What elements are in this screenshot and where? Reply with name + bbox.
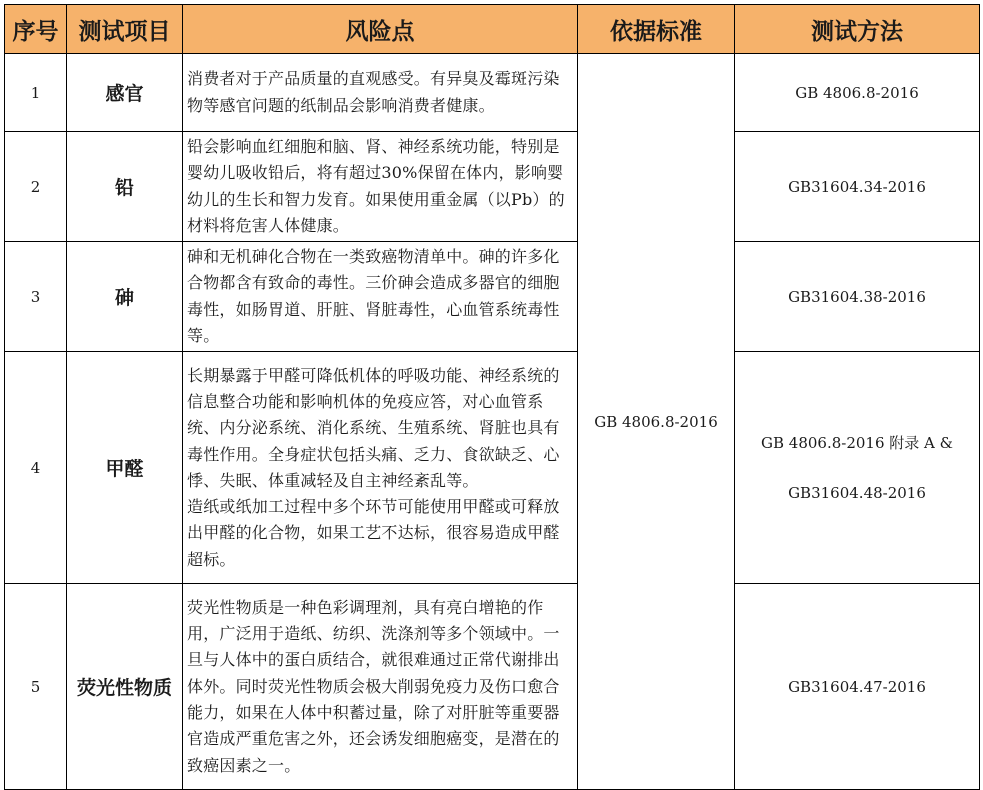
risk-paragraph: 铅会影响血红细胞和脑、肾、神经系统功能，特别是婴幼儿吸收铅后，将有超过30%保留在体内，影响婴幼儿的生长和智力发育。如果使用重金属（以Pb）的材料将危害人体健康。 (187, 137, 565, 235)
row-method (735, 352, 980, 584)
row-no: 2 (5, 132, 67, 242)
risk-paragraph: 造纸或纸加工过程中多个环节可能使用甲醛或可释放出甲醛的化合物，如果工艺不达标，很容易造成甲醛超标。 (187, 497, 560, 569)
row-no: 4 (5, 352, 67, 584)
header-no: 序号 (5, 5, 67, 54)
row-item: 甲醛 (67, 352, 183, 584)
row-item: 砷 (67, 242, 183, 352)
table-row (5, 352, 980, 584)
method-line: GB31604.47-2016 (788, 677, 926, 696)
header-basis: 依据标准 (578, 5, 735, 54)
risk-test-table (4, 4, 980, 790)
method-line: GB31604.34-2016 (788, 177, 926, 196)
risk-paragraph: 长期暴露于甲醛可降低机体的呼吸功能、神经系统的信息整合功能和影响机体的免疫应答，对心血管系统、内分泌系统、消化系统、生殖系统、肾脏也具有毒性作用。全身症状包括头痛、乏力、食欲缺乏、心悸、失眠、体重减轻及自主神经紊乱等。 (187, 365, 560, 490)
row-risk (183, 242, 578, 352)
row-item: 荧光性物质 (67, 584, 183, 790)
table-row (5, 54, 980, 132)
header-risk: 风险点 (183, 5, 578, 54)
table-row (5, 242, 980, 352)
row-risk (183, 352, 578, 584)
row-method (735, 54, 980, 132)
row-method (735, 132, 980, 242)
table-row (5, 584, 980, 790)
table-row (5, 132, 980, 242)
row-method (735, 242, 980, 352)
row-risk (183, 54, 578, 132)
row-risk (183, 132, 578, 242)
row-item: 铅 (67, 132, 183, 242)
header-row (5, 5, 980, 54)
method-line: GB 4806.8-2016 (795, 83, 919, 102)
row-item: 感官 (67, 54, 183, 132)
method-line: GB31604.48-2016 (788, 483, 926, 502)
row-risk (183, 584, 578, 790)
row-method (735, 584, 980, 790)
method-line: GB 4806.8-2016 附录 A & (761, 433, 953, 452)
row-no: 1 (5, 54, 67, 132)
risk-paragraph: 砷和无机砷化合物在一类致癌物清单中。砷的许多化合物都含有致命的毒性。三价砷会造成多器官的细胞毒性，如肠胃道、肝脏、肾脏毒性，心血管系统毒性等。 (187, 247, 560, 346)
row-no: 5 (5, 584, 67, 790)
method-line: GB31604.38-2016 (788, 287, 926, 306)
risk-paragraph: 荧光性物质是一种色彩调理剂，具有亮白增艳的作用，广泛用于造纸、纺织、洗涤剂等多个领域中。一旦与人体中的蛋白质结合，就很难通过正常代谢排出体外。同时荧光性物质会极大削弱免疫力及伤口愈合能力，如果在人体中积蓄过量，除了对肝脏等重要器官造成严重危害之外，还会诱发细胞癌变，是潜在的致癌因素之一。 (187, 597, 560, 775)
row-no: 3 (5, 242, 67, 352)
header-method: 测试方法 (735, 5, 980, 54)
risk-paragraph: 消费者对于产品质量的直观感受。有异臭及霉斑污染物等感官问题的纸制品会影响消费者健康。 (187, 69, 560, 115)
header-item: 测试项目 (67, 5, 183, 54)
basis-standard: GB 4806.8-2016 (578, 54, 735, 790)
